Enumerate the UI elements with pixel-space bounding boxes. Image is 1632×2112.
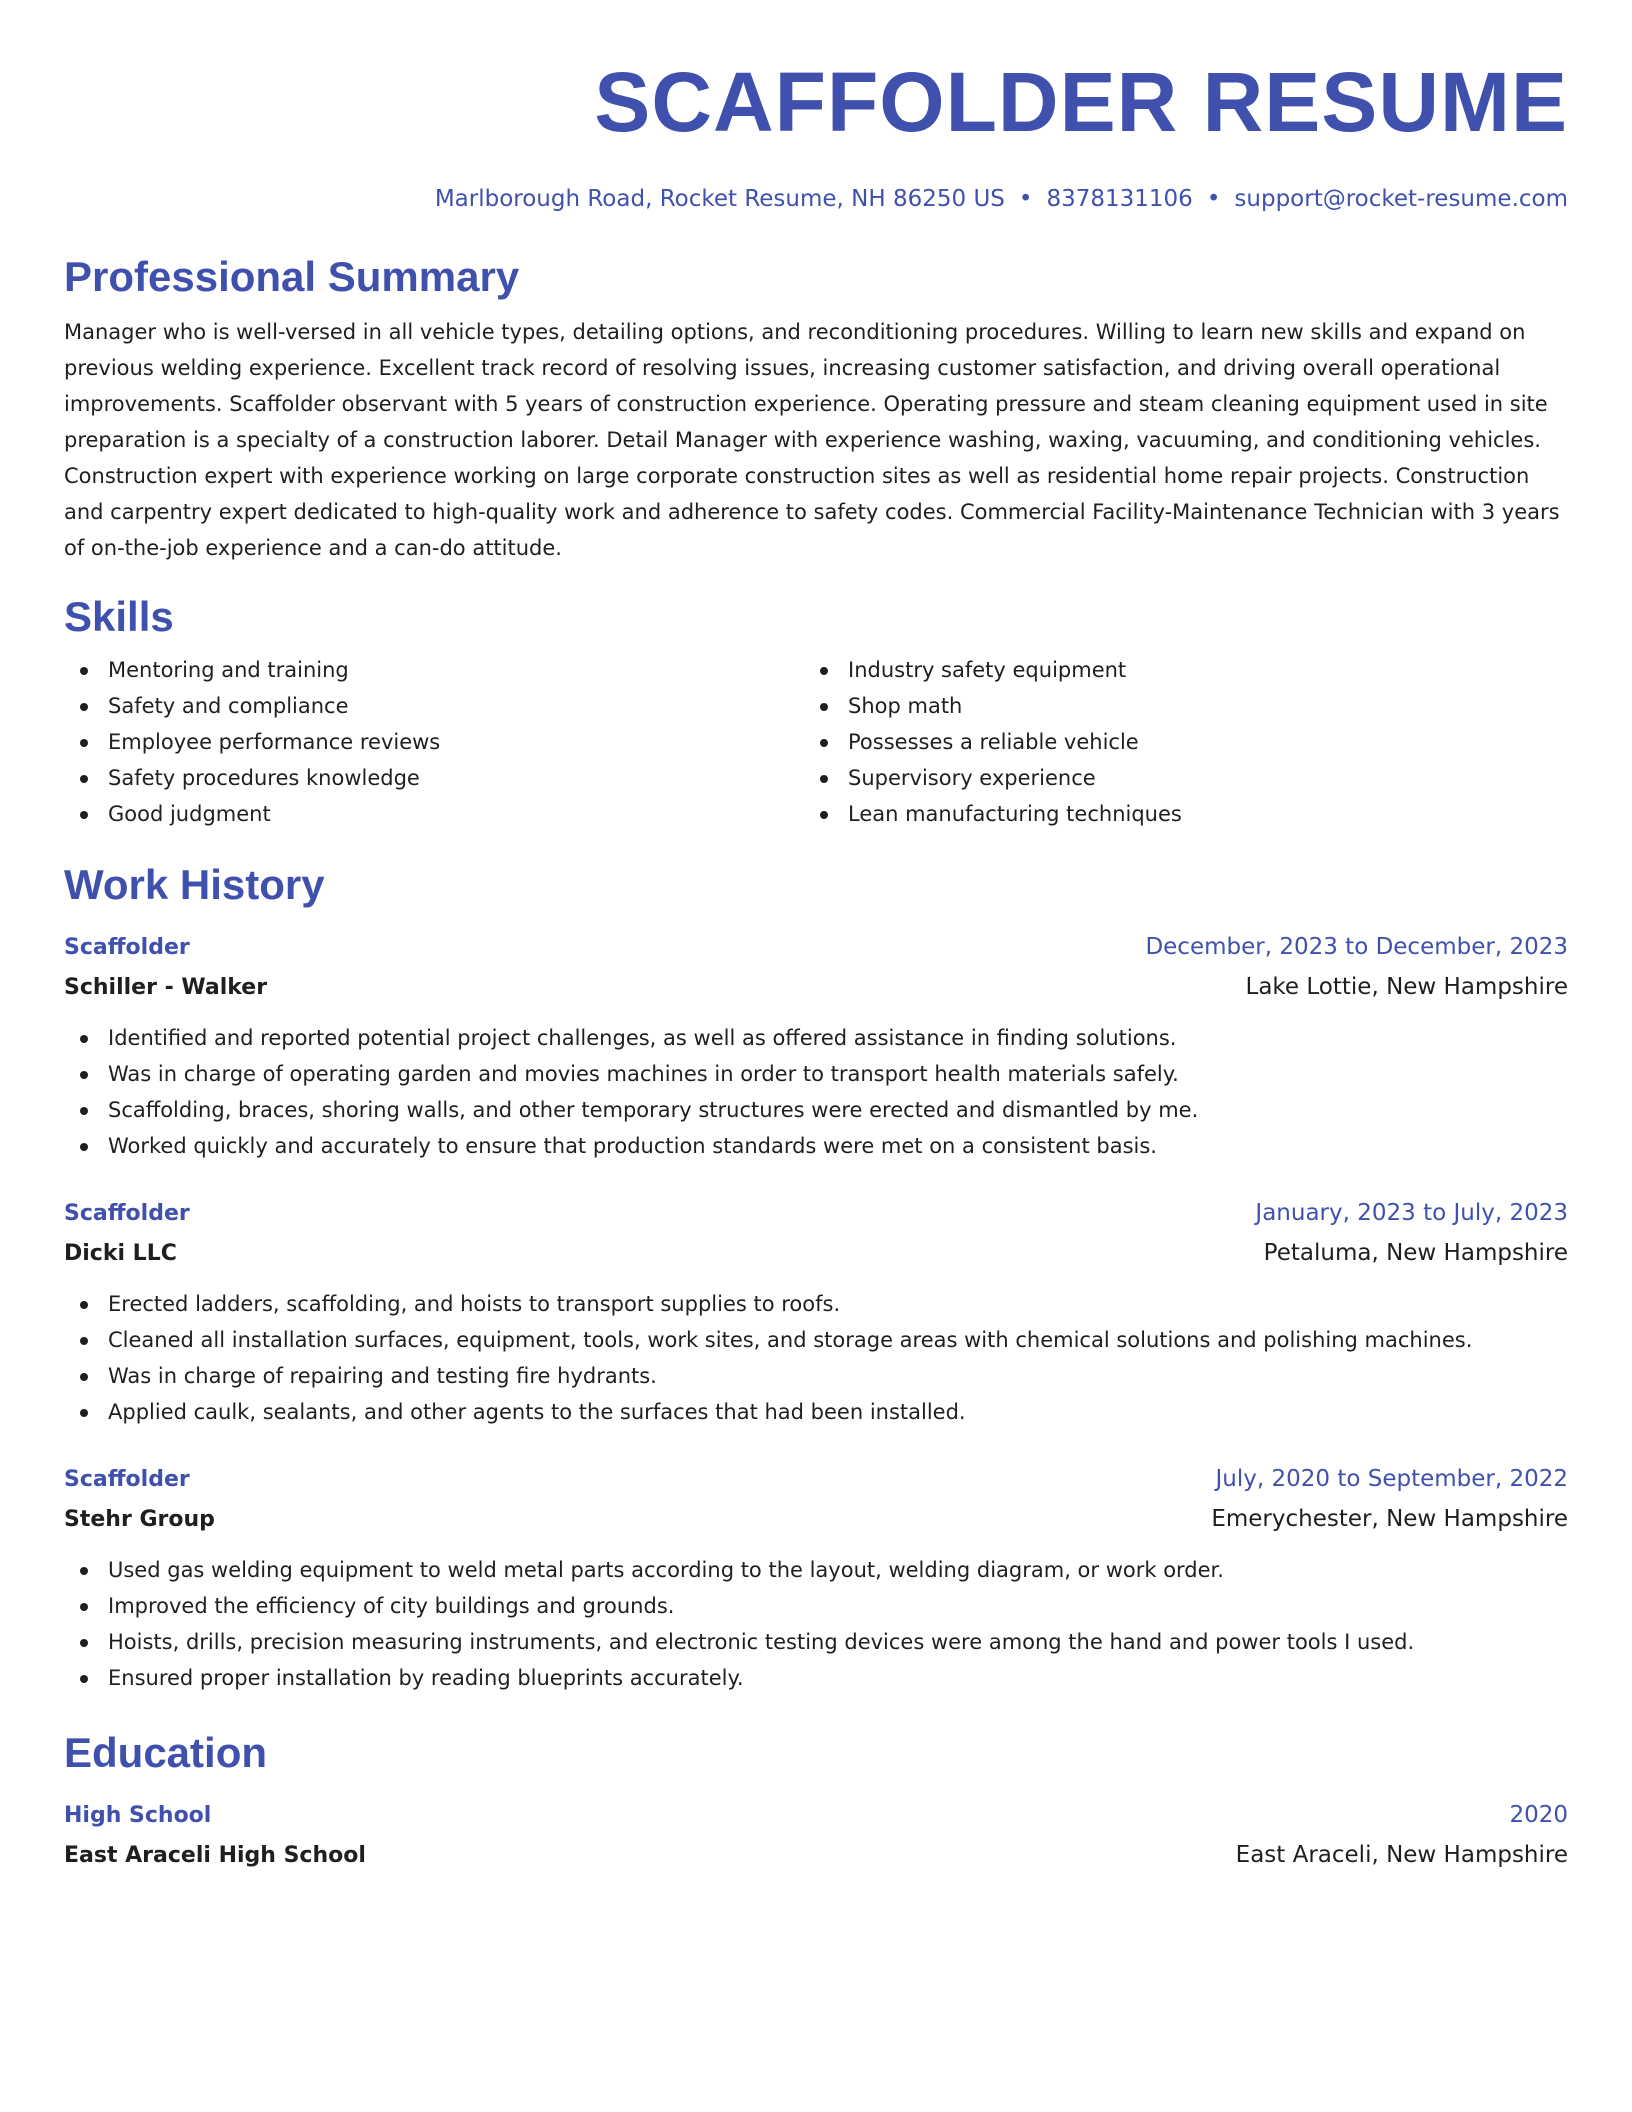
contact-separator: • bbox=[1206, 186, 1221, 212]
section-title-work-history: Work History bbox=[64, 861, 325, 908]
skill-item: Lean manufacturing techniques bbox=[804, 796, 1544, 832]
professional-summary-section bbox=[64, 252, 1568, 566]
contact-line bbox=[64, 184, 1568, 214]
job-title: Scaffolder bbox=[64, 935, 190, 960]
education-entry bbox=[64, 1796, 1568, 1876]
job-duty: Cleaned all installation surfaces, equipment, tools, work sites, and storage areas with chemical solutions and polishing machines. bbox=[64, 1322, 1568, 1358]
job-title: Scaffolder bbox=[64, 1467, 190, 1492]
job-entry bbox=[64, 928, 1568, 1164]
job-company-row bbox=[64, 1233, 1568, 1274]
job-company: Dicki LLC bbox=[64, 1241, 177, 1266]
job-duties-list bbox=[64, 1020, 1568, 1164]
job-company-row bbox=[64, 967, 1568, 1008]
job-duty: Improved the efficiency of city buildings and grounds. bbox=[64, 1588, 1568, 1624]
contact-address: Marlborough Road, Rocket Resume, NH 86250 US bbox=[434, 186, 1005, 212]
skill-item: Possesses a reliable vehicle bbox=[804, 724, 1544, 760]
job-duty: Was in charge of repairing and testing fire hydrants. bbox=[64, 1358, 1568, 1394]
job-duty: Scaffolding, braces, shoring walls, and other temporary structures were erected and dismantled by me. bbox=[64, 1092, 1568, 1128]
skills-grid bbox=[64, 652, 1568, 832]
job-duty: Erected ladders, scaffolding, and hoists to transport supplies to roofs. bbox=[64, 1286, 1568, 1322]
education-degree: High School bbox=[64, 1803, 212, 1828]
job-duty: Ensured proper installation by reading blueprints accurately. bbox=[64, 1660, 1568, 1696]
job-title-row bbox=[64, 928, 1568, 967]
job-entry bbox=[64, 1194, 1568, 1430]
work-history-section bbox=[64, 860, 1568, 1696]
section-title-education: Education bbox=[64, 1729, 268, 1776]
job-duty: Used gas welding equipment to weld metal parts according to the layout, welding diagram, or work order. bbox=[64, 1552, 1568, 1588]
job-duty: Worked quickly and accurately to ensure that production standards were met on a consistent basis. bbox=[64, 1128, 1568, 1164]
job-duty: Applied caulk, sealants, and other agents to the surfaces that had been installed. bbox=[64, 1394, 1568, 1430]
skill-item: Safety and compliance bbox=[64, 688, 804, 724]
job-location: Petaluma, New Hampshire bbox=[1263, 1240, 1568, 1266]
education-degree-row bbox=[64, 1796, 1568, 1835]
job-company-row bbox=[64, 1499, 1568, 1540]
skill-item: Good judgment bbox=[64, 796, 804, 832]
skill-item: Shop math bbox=[804, 688, 1544, 724]
education-location: East Araceli, New Hampshire bbox=[1235, 1842, 1568, 1868]
job-dates: December, 2023 to December, 2023 bbox=[1145, 934, 1568, 960]
job-duty: Was in charge of operating garden and movies machines in order to transport health materials safely. bbox=[64, 1056, 1568, 1092]
job-dates: January, 2023 to July, 2023 bbox=[1255, 1200, 1568, 1226]
education-section bbox=[64, 1728, 1568, 1876]
job-company: Schiller - Walker bbox=[64, 975, 268, 1000]
skills-list-left bbox=[64, 652, 804, 832]
education-year: 2020 bbox=[1509, 1802, 1568, 1828]
section-title-skills: Skills bbox=[64, 593, 174, 640]
education-school-row bbox=[64, 1835, 1568, 1876]
job-duties-list bbox=[64, 1552, 1568, 1696]
section-title-summary: Professional Summary bbox=[64, 253, 520, 300]
job-title-row bbox=[64, 1460, 1568, 1499]
job-location: Lake Lottie, New Hampshire bbox=[1245, 974, 1568, 1000]
skills-section bbox=[64, 592, 1568, 832]
skill-item: Safety procedures knowledge bbox=[64, 760, 804, 796]
job-dates: July, 2020 to September, 2022 bbox=[1215, 1466, 1568, 1492]
resume-header bbox=[64, 54, 1568, 214]
contact-email[interactable]: support@rocket-resume.com bbox=[1234, 186, 1568, 212]
job-title-row bbox=[64, 1194, 1568, 1233]
skills-list-right bbox=[804, 652, 1544, 832]
job-entry bbox=[64, 1460, 1568, 1696]
skill-item: Employee performance reviews bbox=[64, 724, 804, 760]
skill-item: Supervisory experience bbox=[804, 760, 1544, 796]
job-duty: Identified and reported potential project challenges, as well as offered assistance in finding solutions. bbox=[64, 1020, 1568, 1056]
contact-phone: 8378131106 bbox=[1046, 186, 1193, 212]
job-location: Emerychester, New Hampshire bbox=[1211, 1506, 1568, 1532]
job-title: Scaffolder bbox=[64, 1201, 190, 1226]
job-company: Stehr Group bbox=[64, 1507, 215, 1532]
skills-column-right bbox=[804, 652, 1544, 832]
contact-separator: • bbox=[1018, 186, 1033, 212]
job-duty: Hoists, drills, precision measuring instruments, and electronic testing devices were among the hand and power tools I used. bbox=[64, 1624, 1568, 1660]
skill-item: Mentoring and training bbox=[64, 652, 804, 688]
summary-text: Manager who is well-versed in all vehicle types, detailing options, and reconditioning procedures. Willing to learn new skills and expand on previous welding experience. Excellent track record of resolving issues, increasing customer satisfaction, and driving overall operational improvements. Scaffolder observant with 5 years of construction experience. Operating pressure and steam cleaning equipment used in site preparation is a specialty of a construction laborer. Detail Manager with experience washing, waxing, vacuuming, and conditioning vehicles. Construction expert with experience working on large corporate construction sites as well as residential home repair projects. Construction and carpentry expert dedicated to high-quality work and adherence to safety codes. Commercial Facility-Maintenance Technician with 3 years of on-the-job experience and a can-do attitude. bbox=[64, 320, 1560, 560]
education-school: East Araceli High School bbox=[64, 1843, 366, 1868]
skill-item: Industry safety equipment bbox=[804, 652, 1544, 688]
skills-column-left bbox=[64, 652, 804, 832]
resume-name: SCAFFOLDER RESUME bbox=[594, 55, 1568, 149]
job-duties-list bbox=[64, 1286, 1568, 1430]
